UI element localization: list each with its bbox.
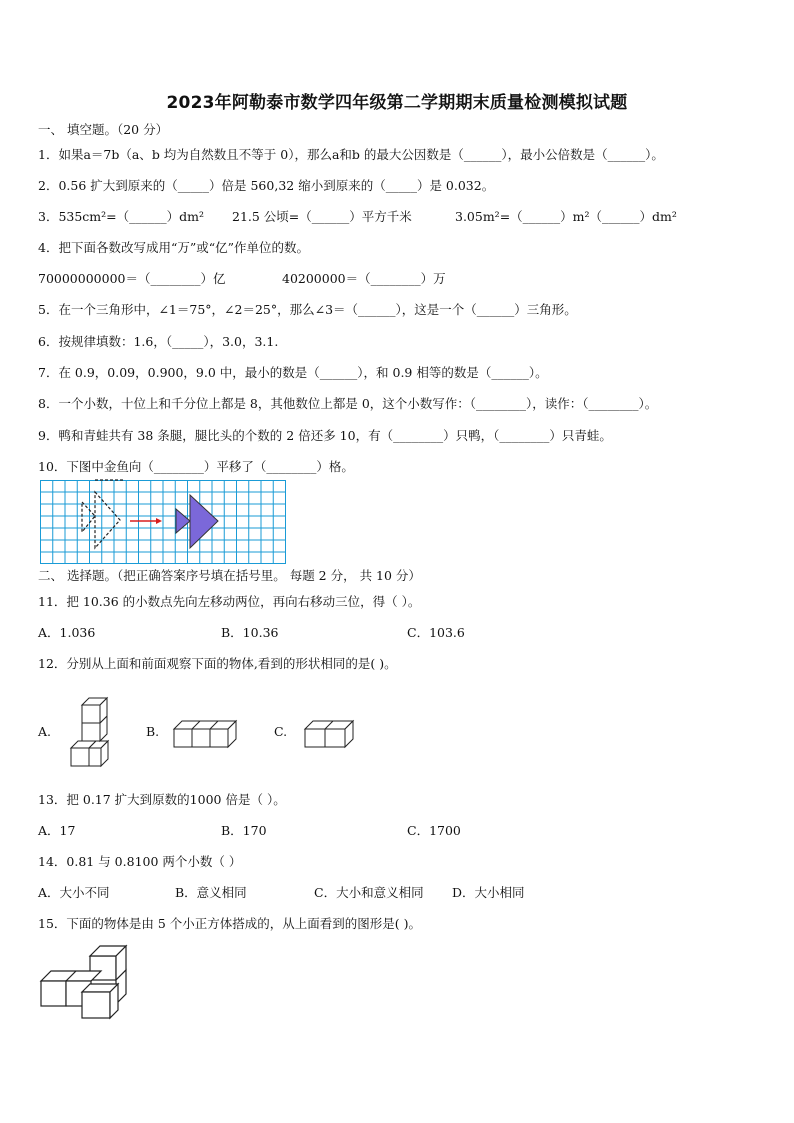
question-8: 8．一个小数，十位上和千分位上都是 8，其他数位上都是 0，这个小数写作：（________），读作：（________）。: [38, 396, 658, 411]
question-12-option-b[interactable]: B.: [146, 724, 160, 739]
question-10: 10．下图中金鱼向（________）平移了（________）格。: [38, 459, 354, 474]
grid-lines: [40, 480, 286, 564]
question-4b: 40200000＝（________）万: [282, 271, 446, 286]
question-5: 5．在一个三角形中，∠1＝75°，∠2＝25°，那么∠3＝（______），这是一个（______）三角形。: [38, 302, 577, 317]
question-14-option-b[interactable]: B．意义相同: [175, 885, 247, 900]
question-3c: 3.05m²=（______）m²（______）dm²: [455, 209, 677, 224]
question-13-option-c[interactable]: C．1700: [407, 823, 461, 838]
translation-arrow: [130, 518, 162, 524]
question-14-option-c[interactable]: C．大小和意义相同: [314, 885, 424, 900]
question-7: 7．在 0.9，0.09，0.900，9.0 中，最小的数是（______），和 0.9 相等的数是（______）。: [38, 365, 548, 380]
cube-row-figure-c: [304, 716, 360, 750]
cube-stack-figure-a: [70, 696, 110, 770]
question-14-option-a[interactable]: A．大小不同: [38, 885, 110, 900]
page-title: 2023年阿勒泰市数学四年级第二学期期末质量检测模拟试题: [166, 93, 628, 113]
question-14: 14．0.81 与 0.8100 两个小数（ ）: [38, 854, 242, 869]
question-3a: 3．535cm²=（______）dm²: [38, 209, 205, 224]
question-12: 12．分别从上面和前面观察下面的物体,看到的形状相同的是( )。: [38, 656, 397, 671]
question-13-option-a[interactable]: A．17: [38, 823, 76, 838]
question-6: 6．按规律填数：1.6，（_____），3.0，3.1.: [38, 334, 279, 349]
question-11: 11．把 10.36 的小数点先向左移动两位，再向右移动三位，得（ ）。: [38, 594, 421, 609]
question-13-option-b[interactable]: B．170: [221, 823, 267, 838]
question-13: 13．把 0.17 扩大到原数的1000 倍是（ ）。: [38, 792, 286, 807]
question-12-option-c[interactable]: C.: [274, 724, 288, 739]
fish-grid-figure: [40, 480, 286, 564]
question-4a: 70000000000＝（________）亿: [38, 271, 226, 286]
five-cube-figure: [40, 944, 130, 1020]
section-fill-in-heading: 一、 填空题。（20 分）: [38, 122, 169, 137]
question-1: 1．如果a＝7b（a、b 均为自然数且不等于 0），那么a和b 的最大公因数是（______），最小公倍数是（______）。: [38, 147, 664, 162]
question-11-option-a[interactable]: A．1.036: [38, 625, 96, 640]
question-4: 4．把下面各数改写成用“万”或“亿”作单位的数。: [38, 240, 310, 255]
section-choice-heading: 二、 选择题。（把正确答案序号填在括号里。 每题 2 分， 共 10 分）: [38, 568, 421, 583]
dashed-fish-original: [82, 480, 123, 548]
question-11-option-b[interactable]: B．10.36: [221, 625, 279, 640]
question-11-option-c[interactable]: C．103.6: [407, 625, 465, 640]
question-9: 9．鸭和青蛙共有 38 条腿，腿比头的个数的 2 倍还多 10，有（________）只鸭，（________）只青蛙。: [38, 428, 612, 443]
question-3b: 21.5 公顷=（______）平方千米: [232, 209, 412, 224]
question-15: 15．下面的物体是由 5 个小正方体搭成的，从上面看到的图形是( )。: [38, 916, 422, 931]
question-2: 2．0.56 扩大到原来的（_____）倍是 560,32 缩小到原来的（_____）是 0.032。: [38, 178, 495, 193]
question-12-option-a[interactable]: A.: [38, 724, 52, 739]
cube-row-figure-b: [173, 716, 243, 750]
question-14-option-d[interactable]: D．大小相同: [452, 885, 525, 900]
